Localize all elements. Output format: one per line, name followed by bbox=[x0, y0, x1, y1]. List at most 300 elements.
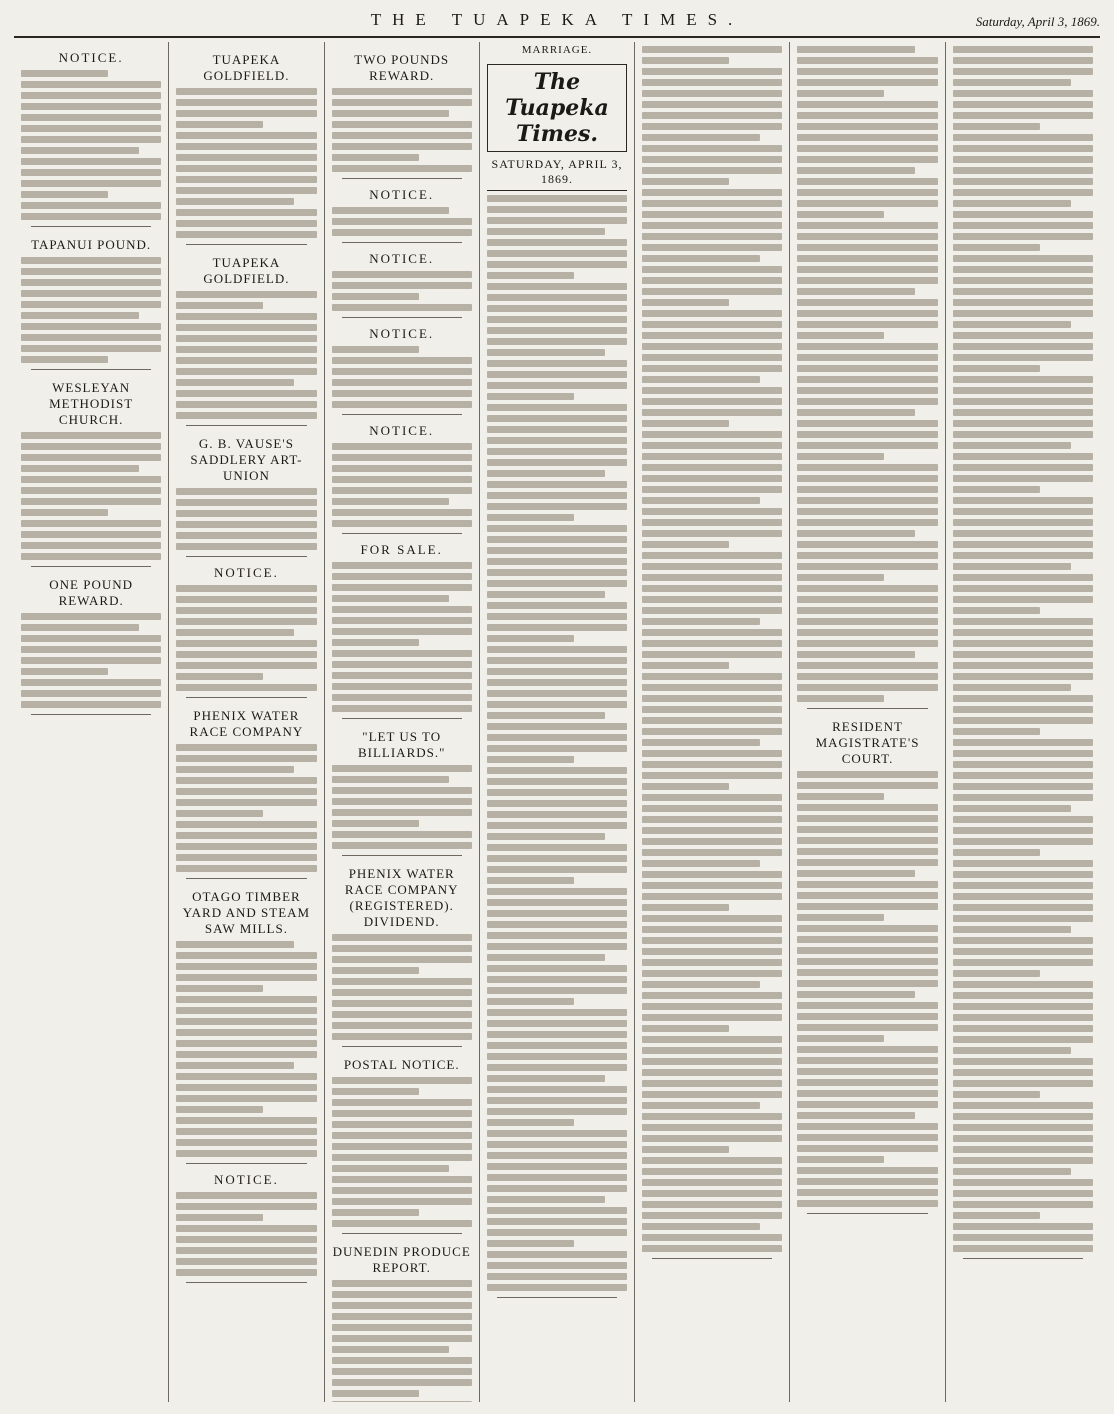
text-line bbox=[953, 882, 1093, 889]
text-line bbox=[642, 607, 782, 614]
text-line bbox=[176, 88, 316, 95]
text-line bbox=[797, 892, 937, 899]
text-line bbox=[953, 101, 1093, 108]
column-3 bbox=[325, 42, 480, 1402]
text-line bbox=[642, 849, 782, 856]
text-line bbox=[642, 992, 782, 999]
text-line bbox=[487, 536, 627, 543]
text-line bbox=[797, 914, 884, 921]
text-line bbox=[487, 778, 627, 785]
text-line bbox=[642, 1102, 760, 1109]
section-block bbox=[176, 436, 316, 557]
text-line bbox=[797, 79, 937, 86]
text-line bbox=[332, 346, 419, 353]
text-line bbox=[642, 1058, 782, 1065]
text-line bbox=[953, 1069, 1093, 1076]
text-line bbox=[953, 1025, 1093, 1032]
text-line bbox=[953, 266, 1093, 273]
text-line bbox=[332, 672, 472, 679]
text-line bbox=[953, 1036, 1093, 1043]
divider bbox=[652, 1258, 772, 1259]
text-line bbox=[797, 925, 937, 932]
text-line bbox=[953, 915, 1093, 922]
divider bbox=[342, 242, 462, 243]
text-line bbox=[797, 1035, 884, 1042]
text-line bbox=[953, 1135, 1093, 1142]
text-line bbox=[797, 1057, 937, 1064]
text-line bbox=[21, 158, 161, 165]
text-line bbox=[332, 956, 472, 963]
text-line bbox=[176, 401, 316, 408]
text-line bbox=[642, 321, 782, 328]
text-line bbox=[642, 387, 782, 394]
text-line bbox=[642, 90, 782, 97]
text-line bbox=[642, 585, 782, 592]
text-line bbox=[487, 745, 627, 752]
text-line bbox=[953, 398, 1093, 405]
text-line bbox=[953, 442, 1071, 449]
text-line bbox=[797, 1090, 937, 1097]
section-block bbox=[332, 1057, 472, 1234]
text-line bbox=[953, 497, 1093, 504]
text-line bbox=[953, 904, 1093, 911]
text-line bbox=[487, 195, 627, 202]
text-line bbox=[953, 750, 1093, 757]
text-line bbox=[642, 409, 782, 416]
text-line bbox=[487, 525, 627, 532]
section-heading: TWO POUNDS REWARD. bbox=[354, 52, 450, 83]
text-line bbox=[953, 222, 1093, 229]
text-line bbox=[332, 934, 472, 941]
text-line bbox=[642, 794, 782, 801]
text-line bbox=[332, 1011, 472, 1018]
text-line bbox=[797, 607, 937, 614]
text-line bbox=[953, 321, 1071, 328]
text-line bbox=[21, 114, 161, 121]
section-heading: TUAPEKA GOLDFIELD. bbox=[203, 255, 290, 286]
text-line bbox=[797, 222, 937, 229]
text-line bbox=[332, 809, 472, 816]
text-line bbox=[797, 277, 937, 284]
text-line bbox=[21, 279, 161, 286]
text-line bbox=[332, 357, 472, 364]
text-line bbox=[487, 349, 605, 356]
text-line bbox=[332, 271, 472, 278]
text-line bbox=[176, 810, 263, 817]
text-line bbox=[797, 475, 937, 482]
section-block bbox=[332, 52, 472, 179]
text-line bbox=[332, 368, 472, 375]
section-block bbox=[21, 380, 161, 567]
masthead bbox=[14, 10, 1100, 38]
text-line bbox=[487, 327, 627, 334]
text-line bbox=[642, 1201, 782, 1208]
text-line bbox=[176, 346, 316, 353]
text-line bbox=[642, 596, 782, 603]
notice-block bbox=[332, 423, 472, 534]
text-line bbox=[487, 899, 627, 906]
text-line bbox=[953, 1014, 1093, 1021]
text-line bbox=[487, 1009, 627, 1016]
column-5 bbox=[635, 42, 790, 1402]
text-line bbox=[953, 1234, 1093, 1241]
text-line bbox=[642, 453, 782, 460]
text-line bbox=[953, 574, 1093, 581]
leader-block bbox=[953, 46, 1093, 1259]
text-line bbox=[487, 1119, 574, 1126]
text-line bbox=[487, 877, 574, 884]
text-line bbox=[797, 497, 937, 504]
text-line bbox=[797, 398, 937, 405]
text-line bbox=[176, 788, 316, 795]
text-line bbox=[642, 662, 729, 669]
text-line bbox=[21, 334, 161, 341]
text-line bbox=[642, 651, 782, 658]
text-line bbox=[487, 1251, 627, 1258]
text-line bbox=[487, 1240, 574, 1247]
text-line bbox=[953, 530, 1093, 537]
text-line bbox=[953, 288, 1093, 295]
section-heading: TUAPEKA GOLDFIELD. bbox=[203, 52, 290, 83]
text-line bbox=[642, 1157, 782, 1164]
text-line bbox=[953, 849, 1040, 856]
text-line bbox=[953, 629, 1093, 636]
text-line bbox=[953, 1245, 1093, 1252]
text-line bbox=[487, 250, 627, 257]
text-line bbox=[176, 1051, 316, 1058]
text-line bbox=[953, 673, 1093, 680]
section-heading: PHENIX WATER RACE COMPANY (REGISTERED). DIVIDEND. bbox=[344, 866, 459, 929]
text-line bbox=[642, 398, 782, 405]
divider bbox=[186, 697, 306, 698]
divider bbox=[963, 1258, 1083, 1259]
divider bbox=[342, 855, 462, 856]
text-line bbox=[953, 816, 1093, 823]
text-line bbox=[642, 937, 782, 944]
text-line bbox=[487, 1207, 627, 1214]
text-line bbox=[953, 255, 1093, 262]
text-line bbox=[487, 1130, 627, 1137]
issue-date: SATURDAY, APRIL 3, 1869. bbox=[487, 154, 627, 191]
text-line bbox=[642, 695, 782, 702]
divider bbox=[807, 1213, 927, 1214]
text-line bbox=[797, 673, 937, 680]
text-line bbox=[176, 1018, 316, 1025]
text-line bbox=[642, 1036, 782, 1043]
text-line bbox=[332, 379, 472, 386]
text-line bbox=[797, 1024, 937, 1031]
text-line bbox=[176, 843, 316, 850]
text-line bbox=[487, 866, 627, 873]
text-line bbox=[953, 618, 1093, 625]
text-line bbox=[797, 189, 937, 196]
text-line bbox=[642, 948, 782, 955]
text-line bbox=[797, 815, 937, 822]
text-line bbox=[797, 508, 937, 515]
text-line bbox=[487, 580, 627, 587]
section-heading: RESIDENT MAGISTRATE'S COURT. bbox=[815, 719, 920, 766]
text-line bbox=[953, 167, 1093, 174]
text-line bbox=[487, 679, 627, 686]
text-line bbox=[21, 323, 161, 330]
text-line bbox=[332, 1165, 450, 1172]
text-line bbox=[487, 1152, 627, 1159]
text-line bbox=[642, 882, 782, 889]
text-line bbox=[797, 1002, 937, 1009]
divider bbox=[342, 178, 462, 179]
text-line bbox=[797, 255, 937, 262]
text-line bbox=[642, 838, 782, 845]
text-line bbox=[642, 189, 782, 196]
text-line bbox=[21, 443, 161, 450]
text-line bbox=[21, 345, 161, 352]
section-heading: POSTAL NOTICE. bbox=[343, 1057, 460, 1072]
text-line bbox=[487, 1262, 627, 1269]
text-line bbox=[176, 154, 316, 161]
text-line bbox=[642, 475, 782, 482]
section-block bbox=[332, 1244, 472, 1402]
text-line bbox=[797, 1123, 937, 1130]
text-line bbox=[953, 123, 1040, 130]
text-line bbox=[487, 855, 627, 862]
text-line bbox=[176, 640, 316, 647]
text-line bbox=[953, 343, 1093, 350]
text-line bbox=[797, 453, 884, 460]
text-line bbox=[953, 310, 1093, 317]
text-line bbox=[176, 1029, 316, 1036]
text-line bbox=[953, 805, 1071, 812]
text-line bbox=[332, 842, 472, 849]
text-line bbox=[332, 1099, 472, 1106]
text-line bbox=[797, 376, 937, 383]
text-line bbox=[642, 618, 760, 625]
text-line bbox=[642, 1135, 782, 1142]
text-line bbox=[953, 1146, 1093, 1153]
text-line bbox=[332, 820, 419, 827]
text-line bbox=[176, 585, 316, 592]
section-heading: DUNEDIN PRODUCE REPORT. bbox=[332, 1244, 471, 1275]
text-line bbox=[176, 1128, 316, 1135]
text-line bbox=[332, 293, 419, 300]
column-4 bbox=[480, 42, 635, 1402]
text-line bbox=[487, 1108, 627, 1115]
text-line bbox=[332, 661, 472, 668]
notice-heading: NOTICE. bbox=[369, 423, 435, 438]
text-line bbox=[953, 376, 1093, 383]
text-line bbox=[953, 46, 1093, 53]
text-line bbox=[21, 679, 161, 686]
text-line bbox=[176, 1106, 263, 1113]
text-line bbox=[797, 431, 937, 438]
text-line bbox=[797, 1046, 937, 1053]
text-line bbox=[176, 1084, 316, 1091]
text-line bbox=[176, 651, 316, 658]
text-line bbox=[176, 99, 316, 106]
text-line bbox=[176, 1073, 316, 1080]
text-line bbox=[487, 943, 627, 950]
text-line bbox=[642, 717, 782, 724]
text-line bbox=[797, 1200, 937, 1207]
text-line bbox=[642, 134, 760, 141]
text-line bbox=[797, 662, 937, 669]
text-line bbox=[642, 79, 782, 86]
section-block bbox=[332, 866, 472, 1047]
divider bbox=[31, 566, 151, 567]
text-line bbox=[332, 88, 472, 95]
section-heading: TAPANUI POUND. bbox=[31, 237, 152, 252]
text-line bbox=[642, 431, 782, 438]
notice-heading: FOR SALE. bbox=[360, 542, 443, 557]
text-line bbox=[797, 859, 937, 866]
text-line bbox=[487, 1218, 627, 1225]
text-line bbox=[642, 893, 782, 900]
text-line bbox=[487, 965, 627, 972]
nameplate: The Tuapeka Times. bbox=[487, 64, 627, 152]
text-line bbox=[953, 189, 1093, 196]
text-line bbox=[176, 1192, 316, 1199]
text-line bbox=[642, 706, 782, 713]
text-line bbox=[21, 312, 139, 319]
text-line bbox=[953, 959, 1093, 966]
text-line bbox=[332, 1132, 472, 1139]
text-line bbox=[332, 606, 472, 613]
text-line bbox=[487, 404, 627, 411]
text-line bbox=[21, 356, 108, 363]
text-line bbox=[21, 668, 108, 675]
text-line bbox=[642, 101, 782, 108]
text-line bbox=[953, 992, 1093, 999]
text-line bbox=[953, 1201, 1093, 1208]
text-line bbox=[797, 552, 937, 559]
text-line bbox=[642, 1091, 782, 1098]
text-line bbox=[176, 1236, 316, 1243]
text-line bbox=[642, 673, 782, 680]
text-line bbox=[797, 563, 937, 570]
text-line bbox=[953, 541, 1093, 548]
text-line bbox=[797, 156, 937, 163]
text-line bbox=[953, 640, 1093, 647]
text-line bbox=[487, 1273, 627, 1280]
text-line bbox=[332, 1291, 472, 1298]
text-line bbox=[953, 486, 1040, 493]
column-1 bbox=[14, 42, 169, 1402]
text-line bbox=[332, 165, 472, 172]
text-line bbox=[642, 1080, 782, 1087]
text-line bbox=[642, 904, 729, 911]
text-line bbox=[642, 354, 782, 361]
text-line bbox=[332, 520, 472, 527]
text-line bbox=[332, 476, 472, 483]
text-line bbox=[332, 121, 472, 128]
text-line bbox=[953, 1190, 1093, 1197]
text-line bbox=[332, 1209, 419, 1216]
text-line bbox=[953, 893, 1093, 900]
text-line bbox=[332, 1176, 472, 1183]
text-line bbox=[797, 574, 884, 581]
text-line bbox=[797, 244, 937, 251]
notice-heading: NOTICE. bbox=[213, 565, 279, 580]
text-line bbox=[487, 217, 627, 224]
text-line bbox=[332, 1280, 472, 1287]
text-line bbox=[953, 519, 1093, 526]
text-line bbox=[487, 492, 627, 499]
text-line bbox=[797, 695, 884, 702]
text-line bbox=[797, 464, 937, 471]
text-line bbox=[487, 635, 574, 642]
text-line bbox=[487, 613, 627, 620]
text-line bbox=[21, 520, 161, 527]
text-line bbox=[953, 420, 1093, 427]
text-line bbox=[21, 613, 161, 620]
text-line bbox=[953, 1113, 1093, 1120]
text-line bbox=[487, 1141, 627, 1148]
text-line bbox=[332, 401, 472, 408]
text-line bbox=[176, 220, 316, 227]
text-line bbox=[642, 244, 782, 251]
text-line bbox=[797, 299, 937, 306]
text-line bbox=[953, 1047, 1071, 1054]
text-line bbox=[332, 945, 472, 952]
text-line bbox=[176, 1150, 316, 1157]
text-line bbox=[642, 1025, 729, 1032]
text-line bbox=[487, 1229, 627, 1236]
text-line bbox=[953, 145, 1093, 152]
text-line bbox=[797, 321, 937, 328]
text-line bbox=[797, 1178, 937, 1185]
text-line bbox=[487, 294, 627, 301]
text-line bbox=[487, 767, 627, 774]
text-line bbox=[642, 816, 782, 823]
text-line bbox=[176, 963, 316, 970]
text-line bbox=[332, 1088, 419, 1095]
text-line bbox=[176, 607, 316, 614]
text-line bbox=[332, 584, 472, 591]
text-line bbox=[797, 101, 937, 108]
text-line bbox=[487, 932, 627, 939]
text-line bbox=[176, 176, 316, 183]
text-line bbox=[953, 794, 1093, 801]
text-line bbox=[487, 833, 605, 840]
text-line bbox=[642, 728, 782, 735]
text-line bbox=[642, 68, 782, 75]
divider bbox=[342, 1233, 462, 1234]
text-line bbox=[332, 1313, 472, 1320]
section-heading: WESLEYAN METHODIST CHURCH. bbox=[49, 380, 134, 427]
text-line bbox=[487, 305, 627, 312]
text-line bbox=[953, 1003, 1093, 1010]
text-line bbox=[953, 871, 1093, 878]
leader-block bbox=[797, 46, 937, 709]
text-line bbox=[642, 1014, 782, 1021]
text-line bbox=[953, 1223, 1093, 1230]
text-line bbox=[487, 437, 627, 444]
text-line bbox=[797, 629, 937, 636]
text-line bbox=[176, 231, 316, 238]
text-line bbox=[487, 1053, 627, 1060]
text-line bbox=[487, 1086, 627, 1093]
text-line bbox=[797, 343, 937, 350]
text-line bbox=[487, 558, 627, 565]
text-line bbox=[332, 1033, 472, 1040]
text-line bbox=[953, 112, 1093, 119]
section-block bbox=[21, 237, 161, 370]
text-line bbox=[332, 304, 472, 311]
text-line bbox=[797, 46, 915, 53]
column-6 bbox=[790, 42, 945, 1402]
text-line bbox=[797, 1145, 937, 1152]
text-line bbox=[332, 1022, 472, 1029]
text-line bbox=[642, 376, 760, 383]
